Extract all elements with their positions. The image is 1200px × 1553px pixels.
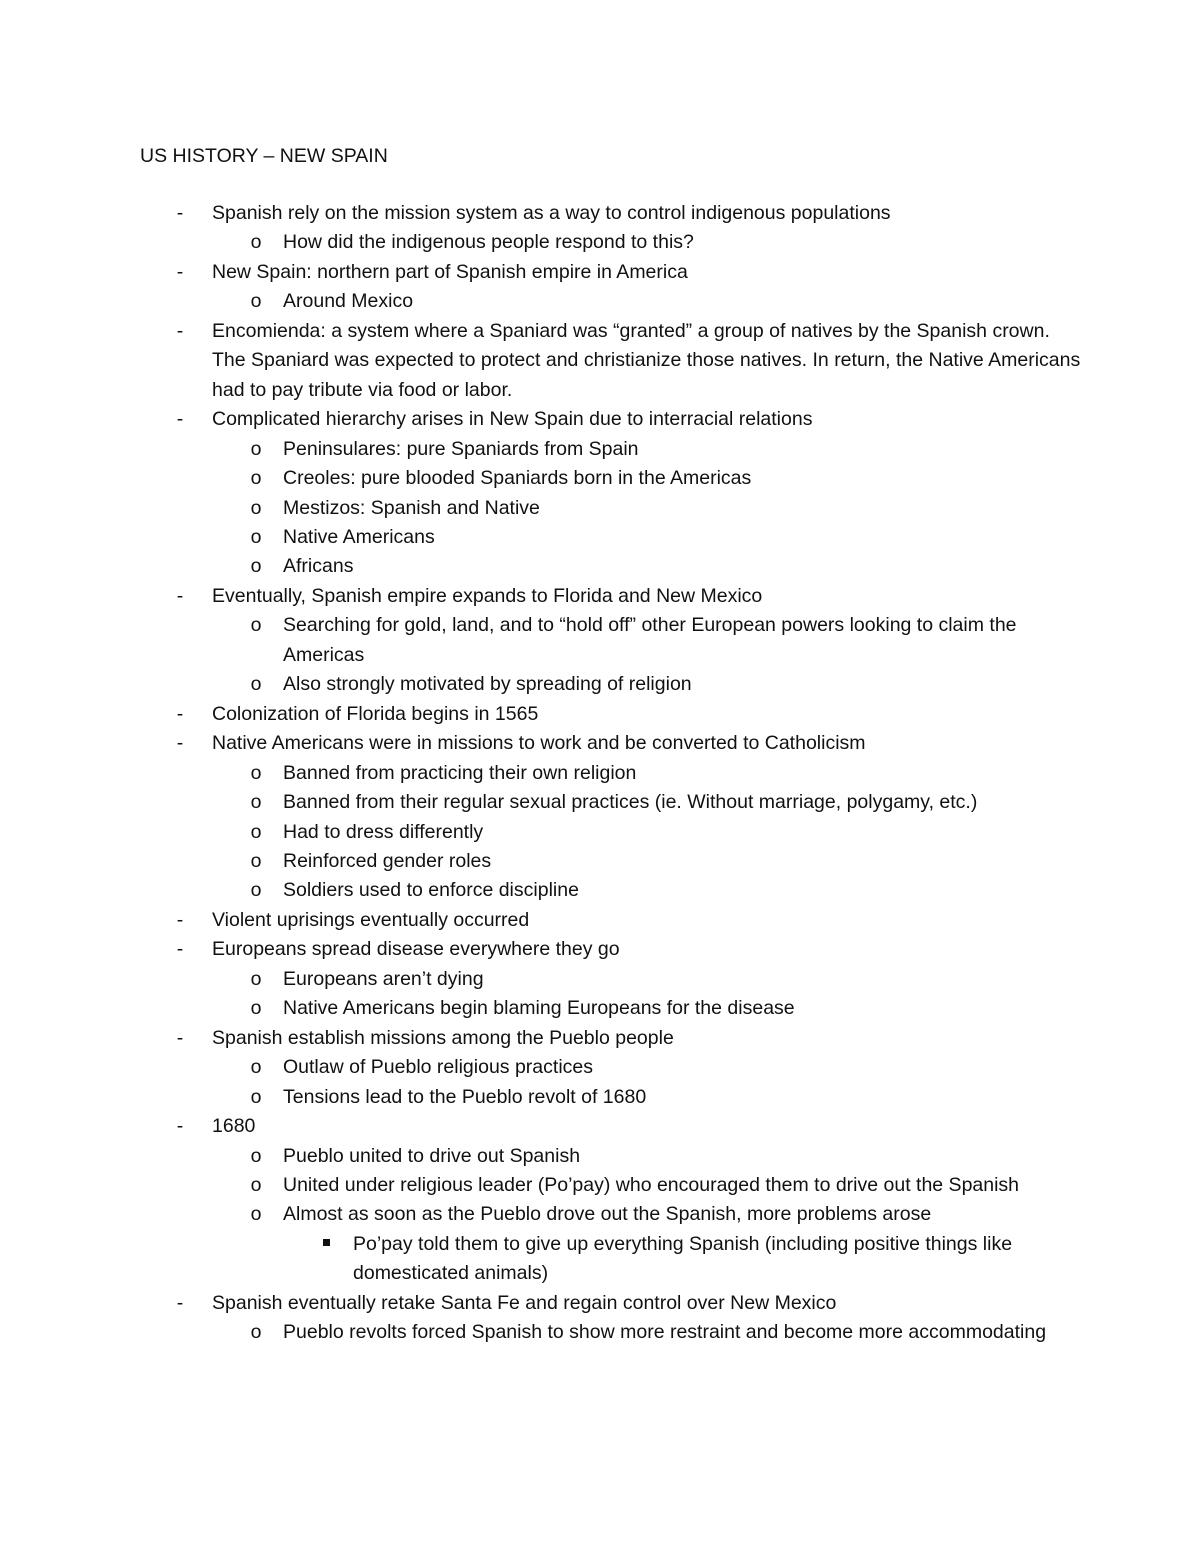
- list-item-text: New Spain: northern part of Spanish empire in America: [212, 260, 688, 283]
- list-item: [0, 1024, 1082, 1053]
- list-item-text: Colonization of Florida begins in 1565: [212, 702, 539, 725]
- list-item: [0, 435, 1083, 464]
- list-item-text: Mestizos: Spanish and Native: [283, 496, 540, 519]
- list-item-text: Soldiers used to enforce discipline: [283, 879, 579, 902]
- list-item: [0, 670, 1083, 699]
- list-item-text: Reinforced gender roles: [283, 849, 492, 872]
- list-item: [0, 199, 1082, 228]
- list-item: [0, 906, 1082, 935]
- list-item: [0, 759, 1083, 788]
- dash-bullet: -: [176, 202, 184, 224]
- circle-bullet: o: [250, 997, 262, 1020]
- notes-list: [0, 199, 1200, 1348]
- dash-bullet: -: [176, 1115, 184, 1138]
- list-item-text: Africans: [283, 555, 354, 578]
- dash-bullet: -: [176, 260, 184, 283]
- circle-bullet: o: [250, 849, 262, 872]
- list-item: [0, 582, 1082, 611]
- list-item-text: Pueblo united to drive out Spanish: [283, 1144, 581, 1167]
- document-title: US HISTORY – NEW SPAIN: [140, 145, 388, 167]
- dash-bullet: -: [176, 702, 184, 725]
- list-item: [0, 935, 1082, 964]
- circle-bullet: o: [250, 967, 262, 990]
- circle-bullet: o: [250, 1203, 262, 1226]
- list-item: [0, 611, 1083, 670]
- circle-bullet: o: [250, 673, 262, 696]
- list-item-text: Banned from practicing their own religion: [283, 761, 637, 784]
- dash-bullet: -: [176, 319, 184, 342]
- dash-bullet: -: [176, 584, 184, 607]
- circle-bullet: o: [250, 614, 262, 637]
- list-item-text: Pueblo revolts forced Spanish to show more restraint and become more accommodating: [283, 1321, 1047, 1344]
- list-item: [0, 1142, 1083, 1171]
- dash-bullet: -: [176, 1026, 184, 1049]
- list-item-text: Spanish establish missions among the Pueblo people: [212, 1026, 674, 1049]
- list-item-text: Spanish rely on the mission system as a way to control indigenous populations: [212, 202, 891, 224]
- list-item: [0, 876, 1083, 905]
- circle-bullet: o: [250, 879, 262, 902]
- circle-bullet: o: [250, 1321, 262, 1344]
- list-item-text: Also strongly motivated by spreading of religion: [283, 673, 692, 696]
- circle-bullet: o: [250, 290, 262, 313]
- list-item: [0, 258, 1082, 287]
- list-item-text: United under religious leader (Po’pay) who encouraged them to drive out the Spanish: [283, 1173, 1020, 1196]
- list-item-text: Violent uprisings eventually occurred: [212, 908, 530, 931]
- list-item: [0, 552, 1083, 581]
- list-item: [0, 1083, 1083, 1112]
- circle-bullet: o: [250, 555, 262, 578]
- list-item-text: Searching for gold, land, and to “hold off” other European powers looking to claim the Americas: [283, 614, 1017, 666]
- list-item: [0, 494, 1083, 523]
- circle-bullet: o: [250, 525, 262, 548]
- circle-bullet: o: [250, 761, 262, 784]
- list-item: [0, 464, 1083, 493]
- list-item-text: Native Americans were in missions to work and be converted to Catholicism: [212, 732, 866, 755]
- list-item-text: How did the indigenous people respond to this?: [283, 231, 694, 254]
- square-bullet-icon: [316, 1230, 336, 1259]
- list-item: [0, 1289, 1082, 1318]
- dash-bullet: -: [176, 732, 184, 755]
- circle-bullet: o: [250, 1173, 262, 1196]
- dash-bullet: -: [176, 938, 184, 961]
- circle-bullet: o: [250, 1085, 262, 1108]
- circle-bullet: o: [250, 1056, 262, 1079]
- list-item: [0, 1171, 1083, 1200]
- list-item-text: Had to dress differently: [283, 820, 484, 843]
- list-item-text: 1680: [212, 1115, 256, 1138]
- list-item-text: Native Americans begin blaming Europeans for the disease: [283, 997, 795, 1020]
- list-item-text: Po’pay told them to give up everything Spanish (including positive things like domesticated animals): [353, 1232, 1013, 1285]
- list-item: [0, 994, 1083, 1023]
- circle-bullet: o: [250, 791, 262, 814]
- list-item: [0, 818, 1083, 847]
- list-item: [0, 405, 1082, 434]
- list-item: [0, 1053, 1083, 1082]
- list-item-text: Spanish eventually retake Santa Fe and regain control over New Mexico: [212, 1291, 837, 1314]
- list-item: [0, 847, 1083, 876]
- circle-bullet: o: [250, 820, 262, 843]
- list-item: [0, 1200, 1083, 1229]
- list-item-text: Encomienda: a system where a Spaniard was “granted” a group of natives by the Spanish crown. The Spaniard was expected to protect and christianize those natives. In return, the Native Americans had to pay tribute via food or labor.: [212, 319, 1081, 401]
- list-item: [0, 965, 1083, 994]
- list-item-text: Creoles: pure blooded Spaniards born in the Americas: [283, 467, 752, 490]
- list-item-text: Eventually, Spanish empire expands to Florida and New Mexico: [212, 584, 763, 607]
- list-item-text: Peninsulares: pure Spaniards from Spain: [283, 437, 639, 460]
- circle-bullet: o: [250, 231, 262, 254]
- list-item: [0, 1112, 1082, 1141]
- dash-bullet: -: [176, 908, 184, 931]
- list-item: [0, 1230, 1083, 1289]
- circle-bullet: o: [250, 1144, 262, 1167]
- list-item: [0, 700, 1082, 729]
- dash-bullet: -: [176, 408, 184, 431]
- list-item: [0, 287, 1083, 316]
- dash-bullet: -: [176, 1291, 184, 1314]
- list-item-text: Europeans aren’t dying: [283, 967, 484, 990]
- list-item-text: Complicated hierarchy arises in New Spain due to interracial relations: [212, 408, 813, 431]
- list-item: [0, 228, 1083, 257]
- list-item-text: Almost as soon as the Pueblo drove out the Spanish, more problems arose: [283, 1203, 932, 1226]
- list-item: [0, 523, 1083, 552]
- list-item: [0, 317, 1082, 405]
- circle-bullet: o: [250, 496, 262, 519]
- list-item-text: Tensions lead to the Pueblo revolt of 1680: [283, 1085, 647, 1108]
- list-item-text: Banned from their regular sexual practices (ie. Without marriage, polygamy, etc.): [283, 791, 978, 814]
- list-item: [0, 729, 1082, 758]
- list-item-text: Europeans spread disease everywhere they go: [212, 938, 620, 961]
- circle-bullet: o: [250, 437, 262, 460]
- list-item: [0, 1318, 1083, 1347]
- list-item-text: Native Americans: [283, 525, 435, 548]
- list-item-text: Outlaw of Pueblo religious practices: [283, 1056, 593, 1079]
- list-item-text: Around Mexico: [283, 290, 414, 313]
- circle-bullet: o: [250, 467, 262, 490]
- list-item: [0, 788, 1083, 817]
